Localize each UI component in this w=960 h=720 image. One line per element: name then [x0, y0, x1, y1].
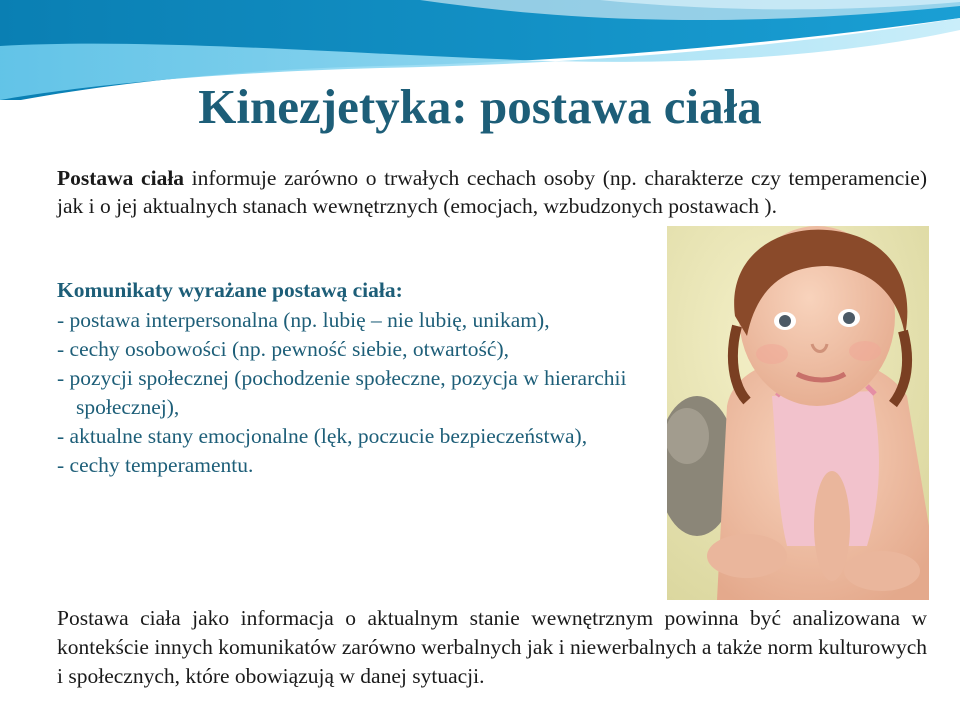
message-list — [57, 306, 667, 480]
slide-title: Kinezjetyka: postawa ciała — [198, 79, 762, 134]
list-item: - postawa interpersonalna (np. lubię – nie lubię, unikam), — [57, 308, 550, 332]
baby-photo — [667, 226, 929, 600]
list-item: - cechy osobowości (np. pewność siebie, otwartość), — [57, 337, 509, 361]
list-item: - aktualne stany emocjonalne (lęk, poczucie bezpieczeństwa), — [57, 424, 588, 448]
closing-paragraph: Postawa ciała jako informacja o aktualnym stanie wewnętrznym powinna być analizowana w kontekście innych komunikatów zarówno werbalnych jak i niewerbalnych a także norm kulturowych i społecznych, które obowiązują w danej sytuacji. — [57, 606, 927, 688]
list-item: - cechy temperamentu. — [57, 453, 254, 477]
intro-text: informuje zarówno o trwałych cechach osoby (np. charakterze czy temperamencie) jak i o jej aktualnych stanach wewnętrznych (emocjach, wzbudzonych postawach ). — [57, 166, 927, 218]
intro-term: Postawa ciała — [57, 166, 185, 190]
list-item: - pozycji społecznej (pochodzenie społeczne, pozycja w hierarchii społecznej), — [57, 366, 627, 419]
intro-paragraph — [57, 164, 927, 220]
list-heading: Komunikaty wyrażane postawą ciała: — [57, 278, 403, 302]
